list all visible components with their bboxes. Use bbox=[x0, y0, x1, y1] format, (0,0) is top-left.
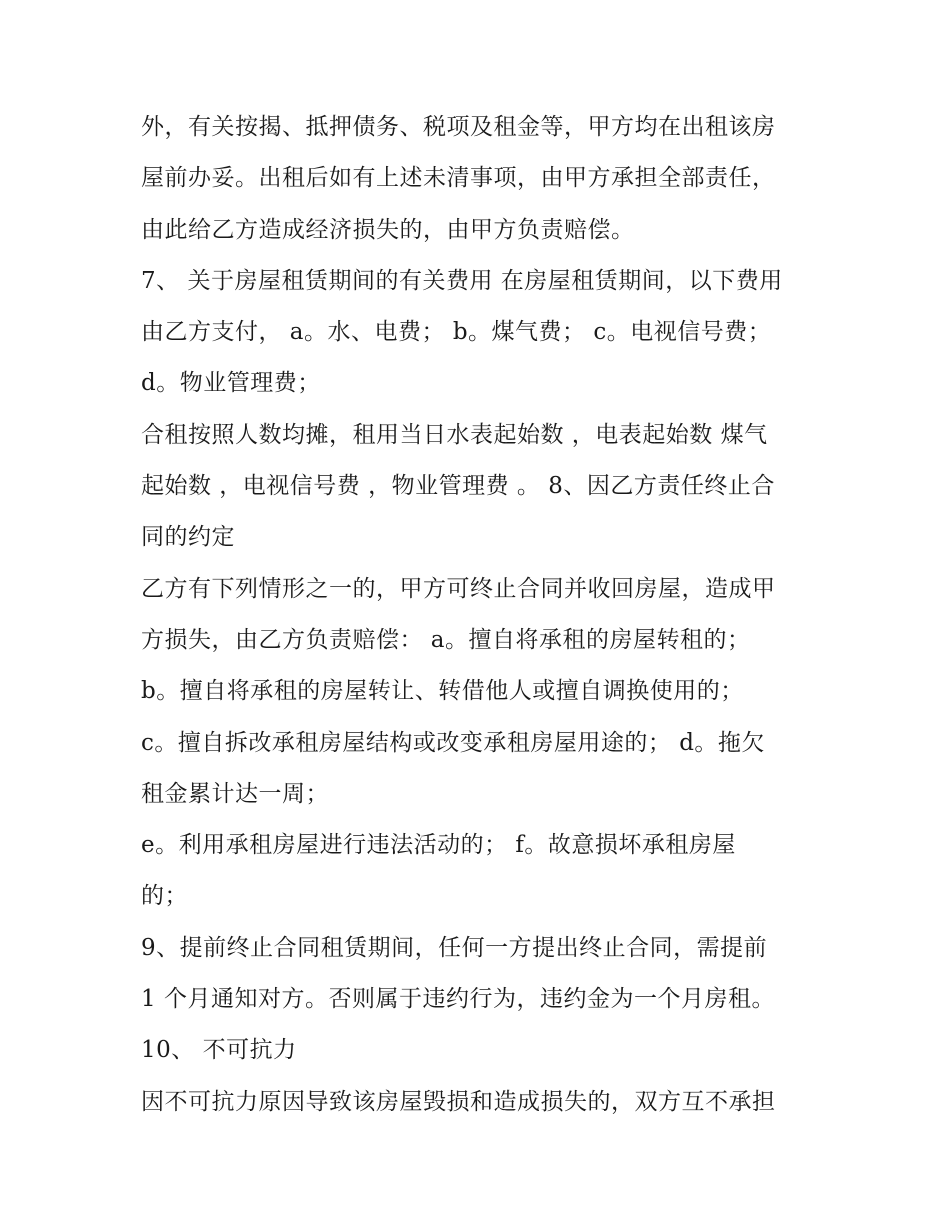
document-body bbox=[141, 102, 821, 1128]
text-line: c。擅自拆改承租房屋结构或改变承租房屋用途的； d。拖欠 bbox=[141, 729, 765, 756]
text-line: 同的约定 bbox=[141, 524, 235, 551]
text-line: d。物业管理费； bbox=[141, 370, 321, 397]
section-10-heading: 10、 不可抗力 bbox=[141, 1037, 297, 1064]
section-8-heading: 起始数 ，电视信号费 ，物业管理费 。 8、因乙方责任终止合 bbox=[141, 473, 775, 500]
section-9-heading: 9、提前终止合同租赁期间，任何一方提出终止合同，需提前 bbox=[141, 934, 768, 961]
section-7-heading: 7、 关于房屋租赁期间的有关费用 在房屋租赁期间，以下费用 bbox=[141, 267, 783, 294]
text-line: 因不可抗力原因导致该房屋毁损和造成损失的，双方互不承担 bbox=[141, 1088, 776, 1115]
text-line: 方损失，由乙方负责赔偿： a。擅自将承租的房屋转租的； bbox=[141, 626, 751, 653]
text-line: e。利用承租房屋进行违法活动的； f。故意损坏承租房屋 bbox=[141, 832, 736, 859]
text-line: 1 个月通知对方。否则属于违约行为，违约金为一个月房租。 bbox=[141, 986, 775, 1013]
text-line: b。擅自将承租的房屋转让、转借他人或擅自调换使用的； bbox=[141, 678, 744, 705]
text-line: 由此给乙方造成经济损失的，由甲方负责赔偿。 bbox=[141, 216, 635, 243]
text-line: 屋前办妥。出租后如有上述未清事项，由甲方承担全部责任， bbox=[141, 165, 776, 192]
text-line: 乙方有下列情形之一的，甲方可终止合同并收回房屋，造成甲 bbox=[141, 575, 776, 602]
text-line: 外，有关按揭、抵押债务、税项及租金等，甲方均在出租该房 bbox=[141, 114, 776, 140]
text-line: 合租按照人数均摊，租用当日水表起始数 ，电表起始数 煤气 bbox=[141, 421, 768, 448]
text-line: 的； bbox=[141, 883, 188, 910]
text-line: 由乙方支付， a。水、电费； b。煤气费； c。电视信号费； bbox=[141, 319, 772, 346]
text-line: 租金累计达一周； bbox=[141, 780, 329, 807]
